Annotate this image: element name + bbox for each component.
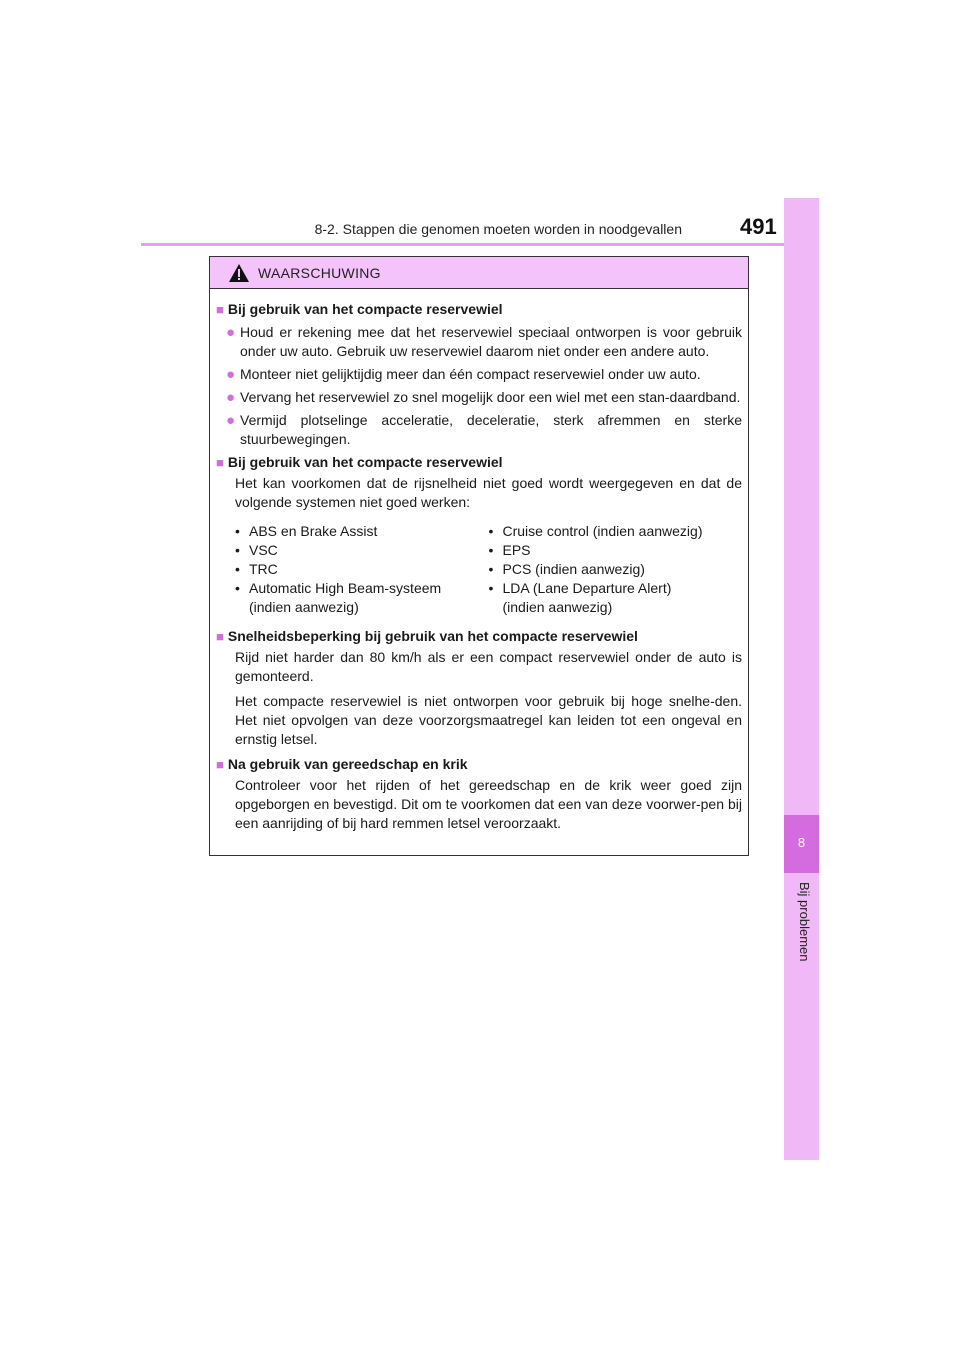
section-paragraph: Het kan voorkomen dat de rijsnelheid niet goed wordt weergegeven en dat de volgende systemen niet goed werken: xyxy=(235,475,742,510)
section-heading-text: Na gebruik van gereedschap en krik xyxy=(227,756,468,772)
list-item-text: EPS xyxy=(502,542,531,558)
systems-list-left xyxy=(235,522,489,617)
section-heading-text: Bij gebruik van het compacte reservewiel xyxy=(227,301,503,317)
circle-bullet-icon: ● xyxy=(226,389,236,406)
circle-bullet-icon: ● xyxy=(226,324,236,341)
square-bullet-icon: ■ xyxy=(216,455,224,470)
warning-section xyxy=(216,300,742,449)
list-item-text: Houd er rekening mee dat het reservewiel speciaal ontworpen is voor gebruik onder uw auto. Gebruik uw reservewiel daarom niet onder een andere auto. xyxy=(240,324,742,359)
section-heading xyxy=(216,755,742,774)
circle-bullet-icon: ● xyxy=(226,412,236,429)
list-item-text: VSC xyxy=(249,542,278,558)
square-bullet-icon: ■ xyxy=(216,629,224,644)
list-item-text: ABS en Brake Assist xyxy=(249,523,378,539)
section-paragraph: Het compacte reservewiel is niet ontworpen voor gebruik bij hoge snelhe-den. Het niet opvolgen van deze voorzorgsmaatregel kan leiden tot een ongeval en ernstig letsel. xyxy=(235,693,742,747)
header-section-title: 8-2. Stappen die genomen moeten worden in noodgevallen xyxy=(314,221,682,237)
chapter-title: Bij problemen xyxy=(797,882,812,962)
section-heading-text: Bij gebruik van het compacte reservewiel xyxy=(227,454,503,470)
square-bullet-icon: ■ xyxy=(216,757,224,772)
section-heading-text: Snelheidsbeperking bij gebruik van het compacte reservewiel xyxy=(227,628,638,644)
warning-section xyxy=(216,453,742,617)
list-item-text: Vervang het reservewiel zo snel mogelijk door een wiel met een stan-daardband. xyxy=(240,389,741,405)
list-item xyxy=(226,411,742,449)
list-item: • TRC xyxy=(235,561,278,577)
systems-list-right xyxy=(489,522,743,617)
list-item-text: Vermijd plotselinge acceleratie, deceleratie, sterk afremmen en sterke stuurbewegingen. xyxy=(240,412,742,447)
list-item: • LDA (Lane Departure Alert) (indien aanwezig) xyxy=(489,579,743,617)
systems-list xyxy=(235,522,742,617)
warning-section xyxy=(216,755,742,833)
section-paragraph: Rijd niet harder dan 80 km/h als er een compact reservewiel onder de auto is gemonteerd. xyxy=(235,649,742,684)
list-item-text: TRC xyxy=(249,561,278,577)
chapter-number: 8 xyxy=(797,835,806,850)
list-item: • ABS en Brake Assist xyxy=(235,523,378,539)
section-heading xyxy=(216,453,742,472)
warning-box xyxy=(209,256,749,856)
page-number: 491 xyxy=(740,214,777,239)
list-item: • EPS xyxy=(488,542,531,558)
list-item: • PCS (indien aanwezig) xyxy=(488,561,645,577)
warning-title: WAARSCHUWING xyxy=(258,264,381,281)
chapter-side-tab xyxy=(784,198,819,1160)
list-item-text: Monteer niet gelijktijdig meer dan één compact reservewiel onder uw auto. xyxy=(240,366,701,382)
list-item xyxy=(226,365,742,384)
list-item xyxy=(226,388,742,407)
square-bullet-icon: ■ xyxy=(216,302,224,317)
header-divider xyxy=(141,243,819,246)
warning-header xyxy=(210,257,748,289)
list-item: • Cruise control (indien aanwezig) xyxy=(488,523,703,539)
section-heading xyxy=(216,627,742,646)
list-item-text: Cruise control (indien aanwezig) xyxy=(502,523,703,539)
circle-bullet-icon: ● xyxy=(226,366,236,383)
warning-section xyxy=(216,627,742,749)
list-item xyxy=(226,323,742,361)
list-item-text: LDA (Lane Departure Alert) (indien aanwezig) xyxy=(502,580,672,615)
section-heading xyxy=(216,300,742,319)
section-paragraph: Controleer voor het rijden of het gereedschap en de krik weer goed zijn opgeborgen en bevestigd. Dit om te voorkomen dat een van deze voorwer-pen bij een aanrijding of bij hard remmen letsel veroorzaakt. xyxy=(235,777,742,831)
list-item: • Automatic High Beam-systeem (indien aanwezig) xyxy=(235,579,489,617)
list-item-text: Automatic High Beam-systeem (indien aanwezig) xyxy=(249,580,442,615)
list-item-text: PCS (indien aanwezig) xyxy=(502,561,645,577)
warning-triangle-icon xyxy=(228,263,250,283)
warning-body xyxy=(210,289,748,833)
list-item: • VSC xyxy=(235,542,278,558)
